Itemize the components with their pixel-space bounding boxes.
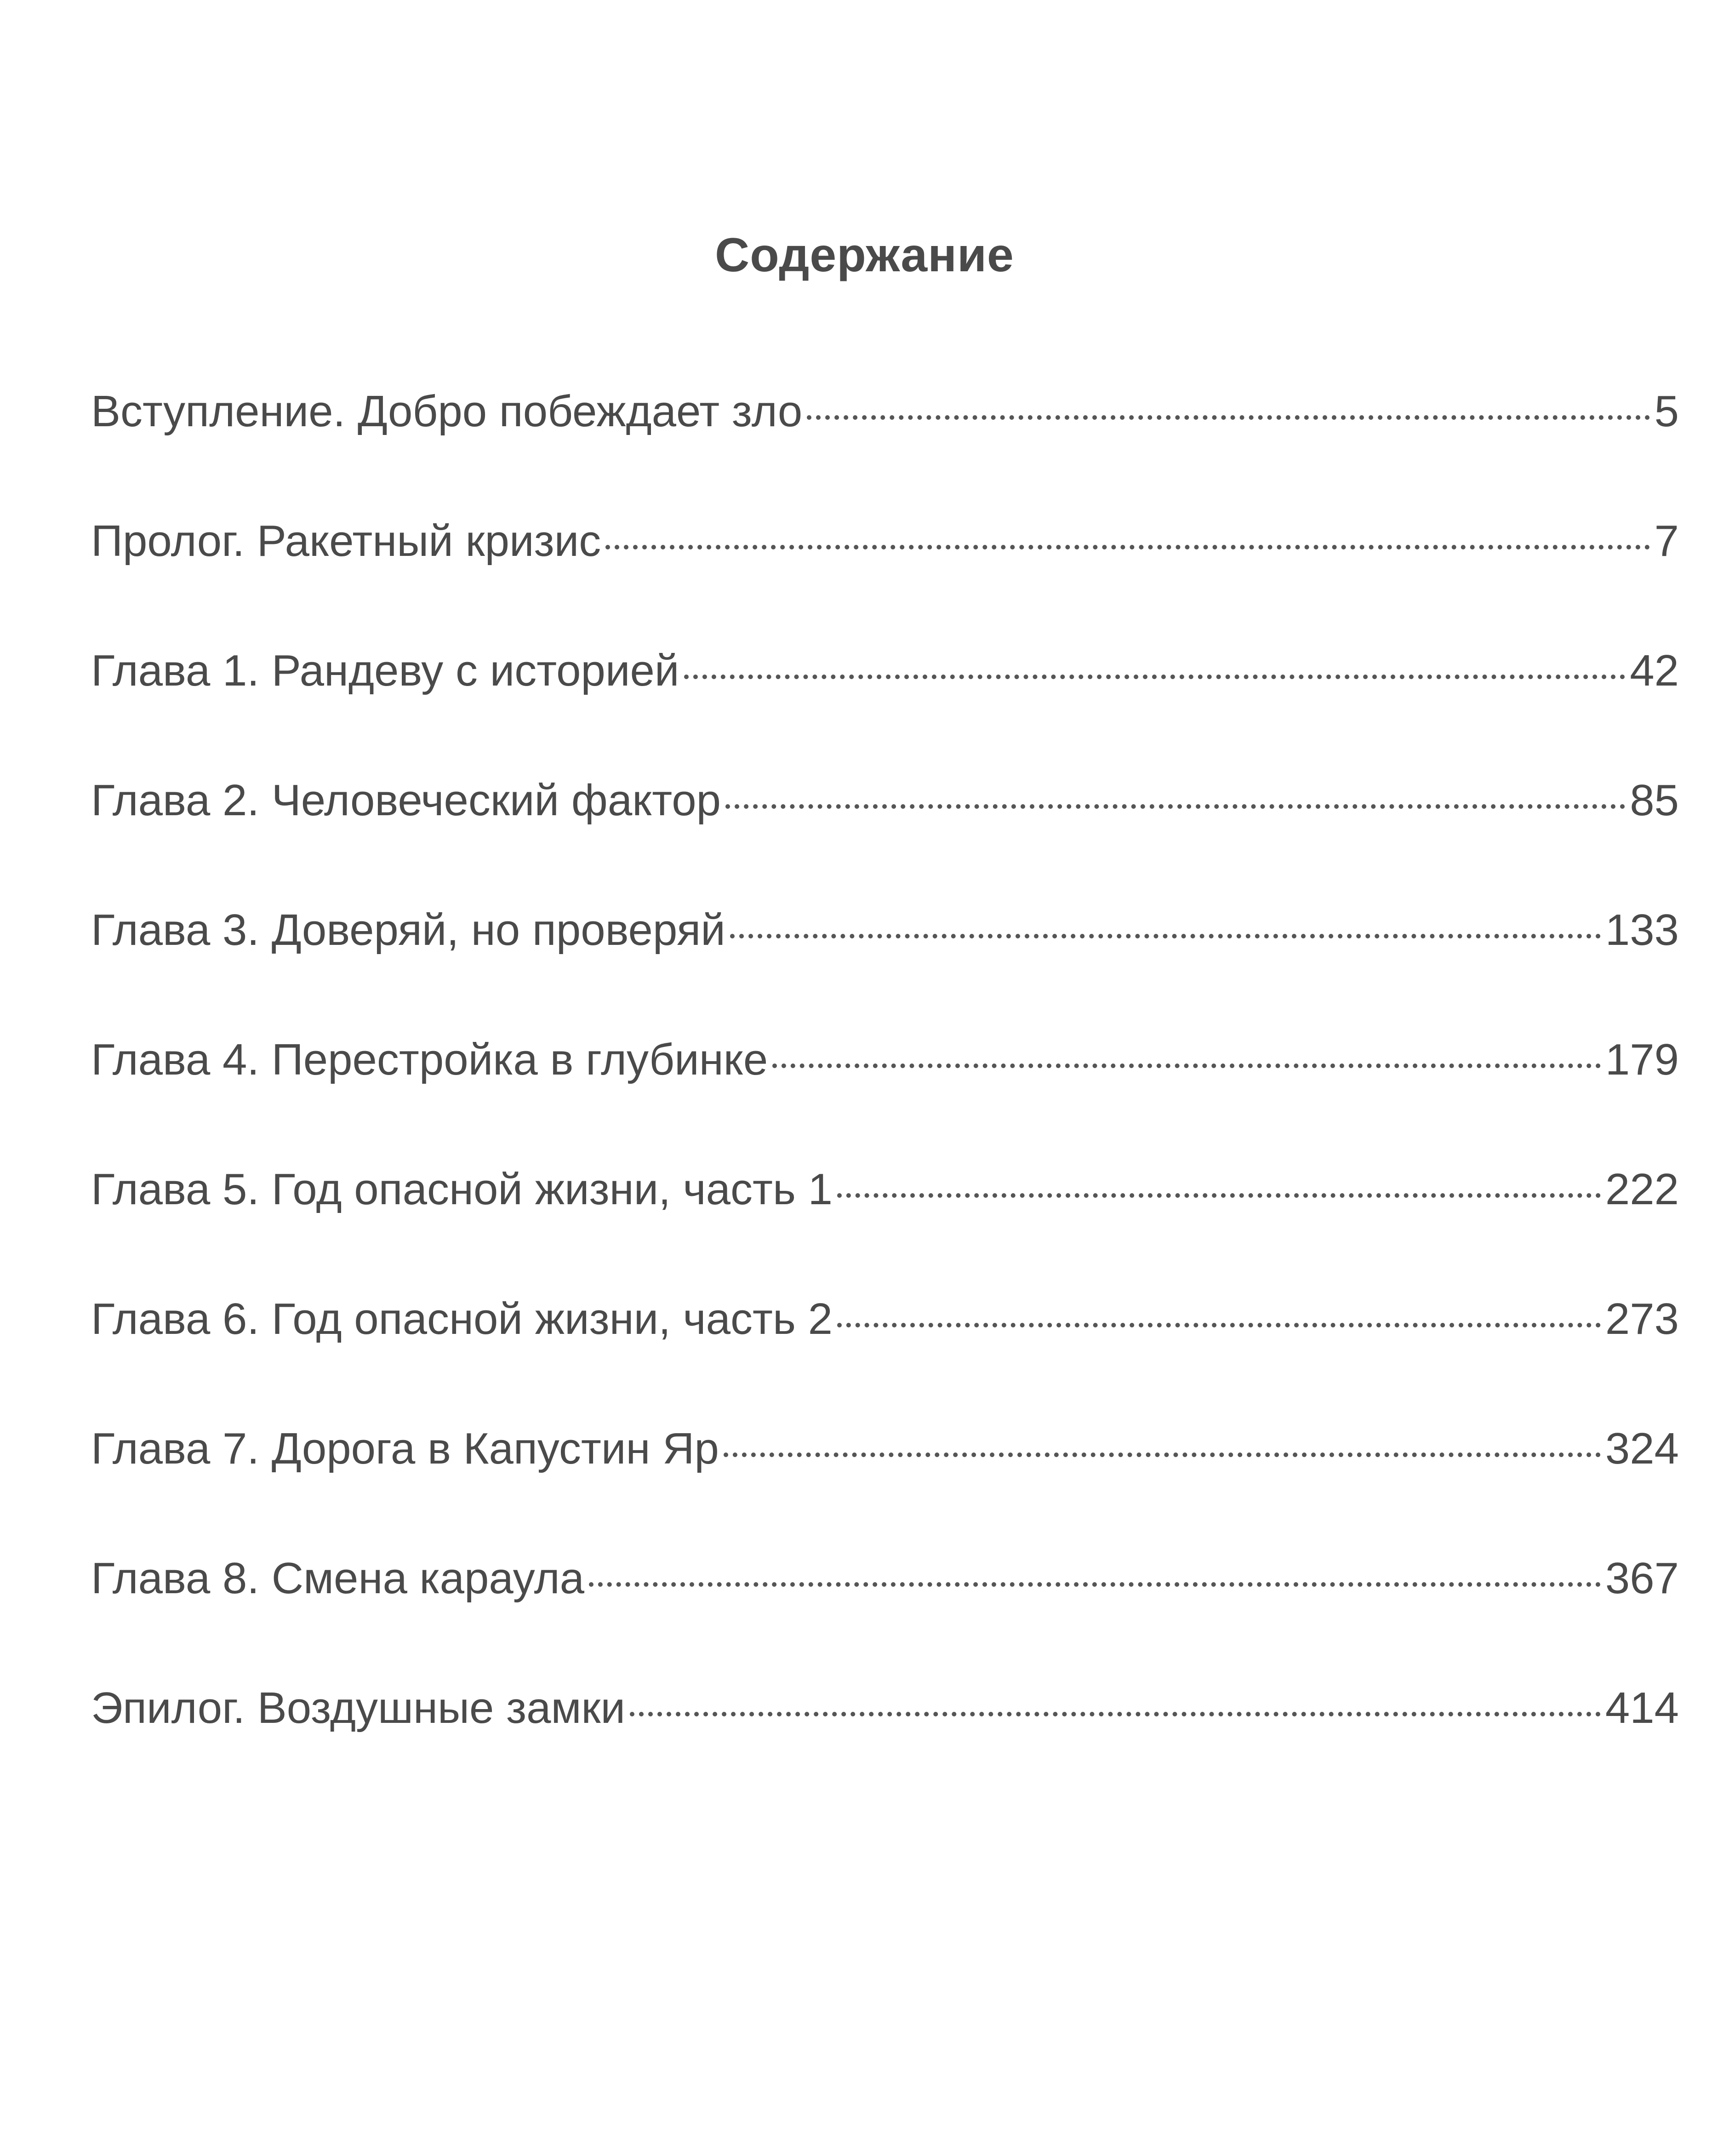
toc-entry-page: 42	[1630, 646, 1679, 695]
dot-leader	[589, 1582, 1601, 1587]
toc-entry-page: 273	[1605, 1294, 1679, 1344]
toc-entry-title: Глава 5. Год опасной жизни, часть 1	[91, 1165, 833, 1214]
dot-leader	[837, 1323, 1601, 1327]
dot-leader	[684, 675, 1626, 679]
toc-entry	[91, 382, 1679, 441]
toc-entry	[91, 511, 1679, 571]
toc-entry-page: 5	[1654, 387, 1679, 436]
dot-leader	[730, 934, 1601, 938]
toc-entry	[91, 1419, 1679, 1479]
dot-leader	[724, 1453, 1601, 1457]
toc-entry-page: 133	[1605, 905, 1679, 955]
dot-leader	[725, 804, 1625, 809]
dot-leader	[605, 545, 1649, 549]
dot-leader	[837, 1193, 1601, 1198]
toc-entry	[91, 1030, 1679, 1090]
toc-entry-title: Глава 3. Доверяй, но проверяй	[91, 905, 725, 955]
toc-entry-page: 179	[1605, 1035, 1679, 1084]
toc-entry-title: Глава 1. Рандеву с историей	[91, 646, 679, 695]
dot-leader	[807, 415, 1649, 420]
toc-entry-title: Вступление. Добро побеждает зло	[91, 387, 803, 436]
toc-entry-page: 7	[1654, 516, 1679, 566]
page-title: Содержание	[715, 229, 1014, 282]
toc-entry	[91, 1160, 1679, 1219]
toc-entry-title: Глава 2. Человеческий фактор	[91, 776, 721, 825]
toc-entry	[91, 900, 1679, 960]
toc-entry-page: 367	[1605, 1554, 1679, 1603]
toc-entry	[91, 1549, 1679, 1608]
toc-entry-title: Глава 8. Смена караула	[91, 1554, 585, 1603]
toc-entry-page: 222	[1605, 1165, 1679, 1214]
dot-leader	[772, 1064, 1601, 1068]
toc-entry-title: Глава 6. Год опасной жизни, часть 2	[91, 1294, 833, 1344]
toc-entry-title: Глава 7. Дорога в Капустин Яр	[91, 1424, 719, 1473]
toc-entry	[91, 641, 1679, 701]
toc-entry-title: Пролог. Ракетный кризис	[91, 516, 601, 566]
toc-entry	[91, 771, 1679, 830]
toc-entry	[91, 1289, 1679, 1349]
toc-entry-page: 85	[1630, 776, 1679, 825]
toc-entry-title: Эпилог. Воздушные замки	[91, 1683, 626, 1733]
dot-leader	[630, 1712, 1601, 1716]
toc-entry-page: 324	[1605, 1424, 1679, 1473]
toc-entry-title: Глава 4. Перестройка в глубинке	[91, 1035, 768, 1084]
toc-entry	[91, 1678, 1679, 1738]
toc-entry-page: 414	[1605, 1683, 1679, 1733]
